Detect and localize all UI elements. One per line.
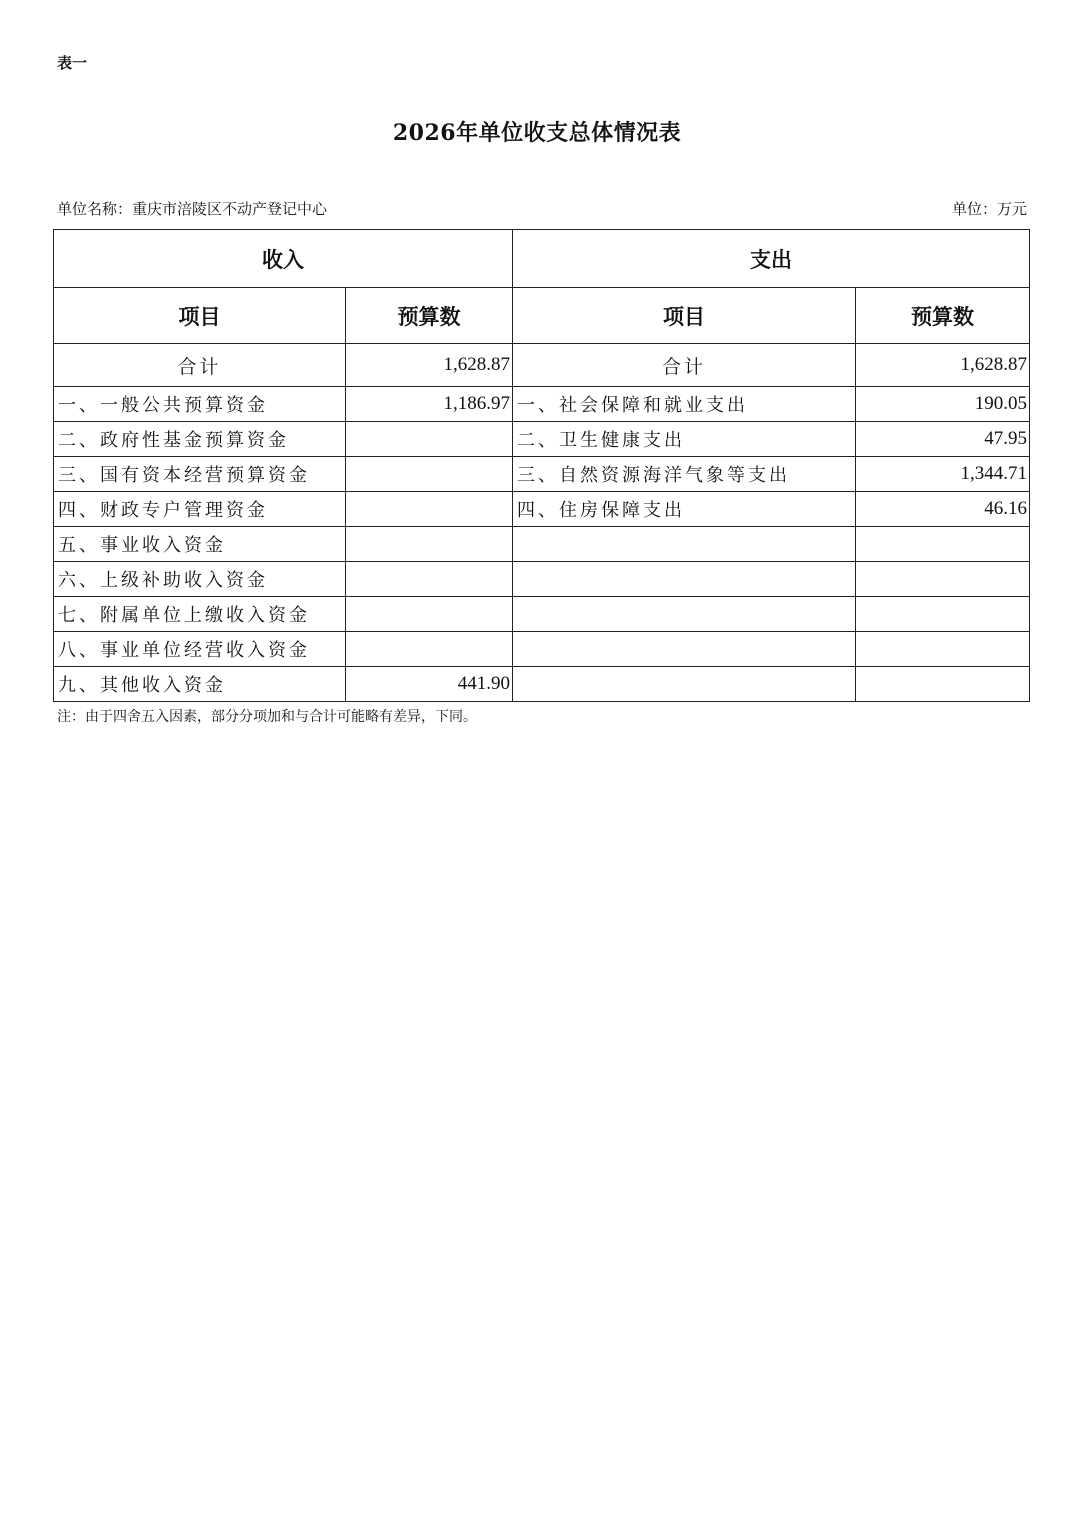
table-row	[54, 562, 1030, 597]
table-row	[54, 457, 1030, 492]
expense-value: 46.16	[856, 492, 1030, 527]
expense-total-label: 合计	[513, 344, 856, 387]
group-header-row	[54, 230, 1030, 288]
expense-item	[513, 527, 856, 562]
expense-budget-column-header: 预算数	[856, 288, 1030, 344]
expense-item	[513, 632, 856, 667]
table-row	[54, 667, 1030, 702]
income-item: 九、其他收入资金	[54, 667, 346, 702]
expense-value: 190.05	[856, 387, 1030, 422]
expense-item: 四、住房保障支出	[513, 492, 856, 527]
income-item: 七、附属单位上缴收入资金	[54, 597, 346, 632]
expense-header: 支出	[513, 230, 1030, 288]
unit-name: 单位名称：重庆市涪陵区不动产登记中心	[57, 200, 328, 218]
income-value	[346, 632, 513, 667]
expense-item: 二、卫生健康支出	[513, 422, 856, 457]
footnote: 注：由于四舍五入因素，部分分项加和与合计可能略有差异，下同。	[57, 709, 477, 725]
income-value	[346, 562, 513, 597]
total-row	[54, 344, 1030, 387]
expense-total-value: 1,628.87	[856, 344, 1030, 387]
table-row	[54, 387, 1030, 422]
income-budget-column-header: 预算数	[346, 288, 513, 344]
income-value	[346, 422, 513, 457]
expense-item	[513, 597, 856, 632]
expense-item: 三、自然资源海洋气象等支出	[513, 457, 856, 492]
income-total-value: 1,628.87	[346, 344, 513, 387]
table-row	[54, 527, 1030, 562]
income-item: 四、财政专户管理资金	[54, 492, 346, 527]
income-item-column-header: 项目	[54, 288, 346, 344]
table-row	[54, 492, 1030, 527]
page-title: 2026年单位收支总体情况表	[392, 120, 682, 146]
expense-value	[856, 562, 1030, 597]
currency-unit: 单位：万元	[951, 200, 1027, 218]
table-row	[54, 422, 1030, 457]
income-value: 441.90	[346, 667, 513, 702]
expense-value	[856, 667, 1030, 702]
budget-table	[53, 229, 1030, 702]
income-item: 一、一般公共预算资金	[54, 387, 346, 422]
income-value: 1,186.97	[346, 387, 513, 422]
expense-item: 一、社会保障和就业支出	[513, 387, 856, 422]
table-row	[54, 632, 1030, 667]
expense-value	[856, 597, 1030, 632]
income-item: 八、事业单位经营收入资金	[54, 632, 346, 667]
expense-value: 1,344.71	[856, 457, 1030, 492]
column-header-row	[54, 288, 1030, 344]
table-row	[54, 597, 1030, 632]
income-value	[346, 457, 513, 492]
expense-value	[856, 527, 1030, 562]
expense-item	[513, 667, 856, 702]
income-header: 收入	[54, 230, 513, 288]
expense-item	[513, 562, 856, 597]
income-item: 二、政府性基金预算资金	[54, 422, 346, 457]
expense-value: 47.95	[856, 422, 1030, 457]
income-item: 六、上级补助收入资金	[54, 562, 346, 597]
expense-item-column-header: 项目	[513, 288, 856, 344]
income-value	[346, 492, 513, 527]
income-item: 五、事业收入资金	[54, 527, 346, 562]
income-value	[346, 597, 513, 632]
income-value	[346, 527, 513, 562]
income-total-label: 合计	[54, 344, 346, 387]
expense-value	[856, 632, 1030, 667]
table-label: 表一	[57, 54, 88, 72]
income-item: 三、国有资本经营预算资金	[54, 457, 346, 492]
